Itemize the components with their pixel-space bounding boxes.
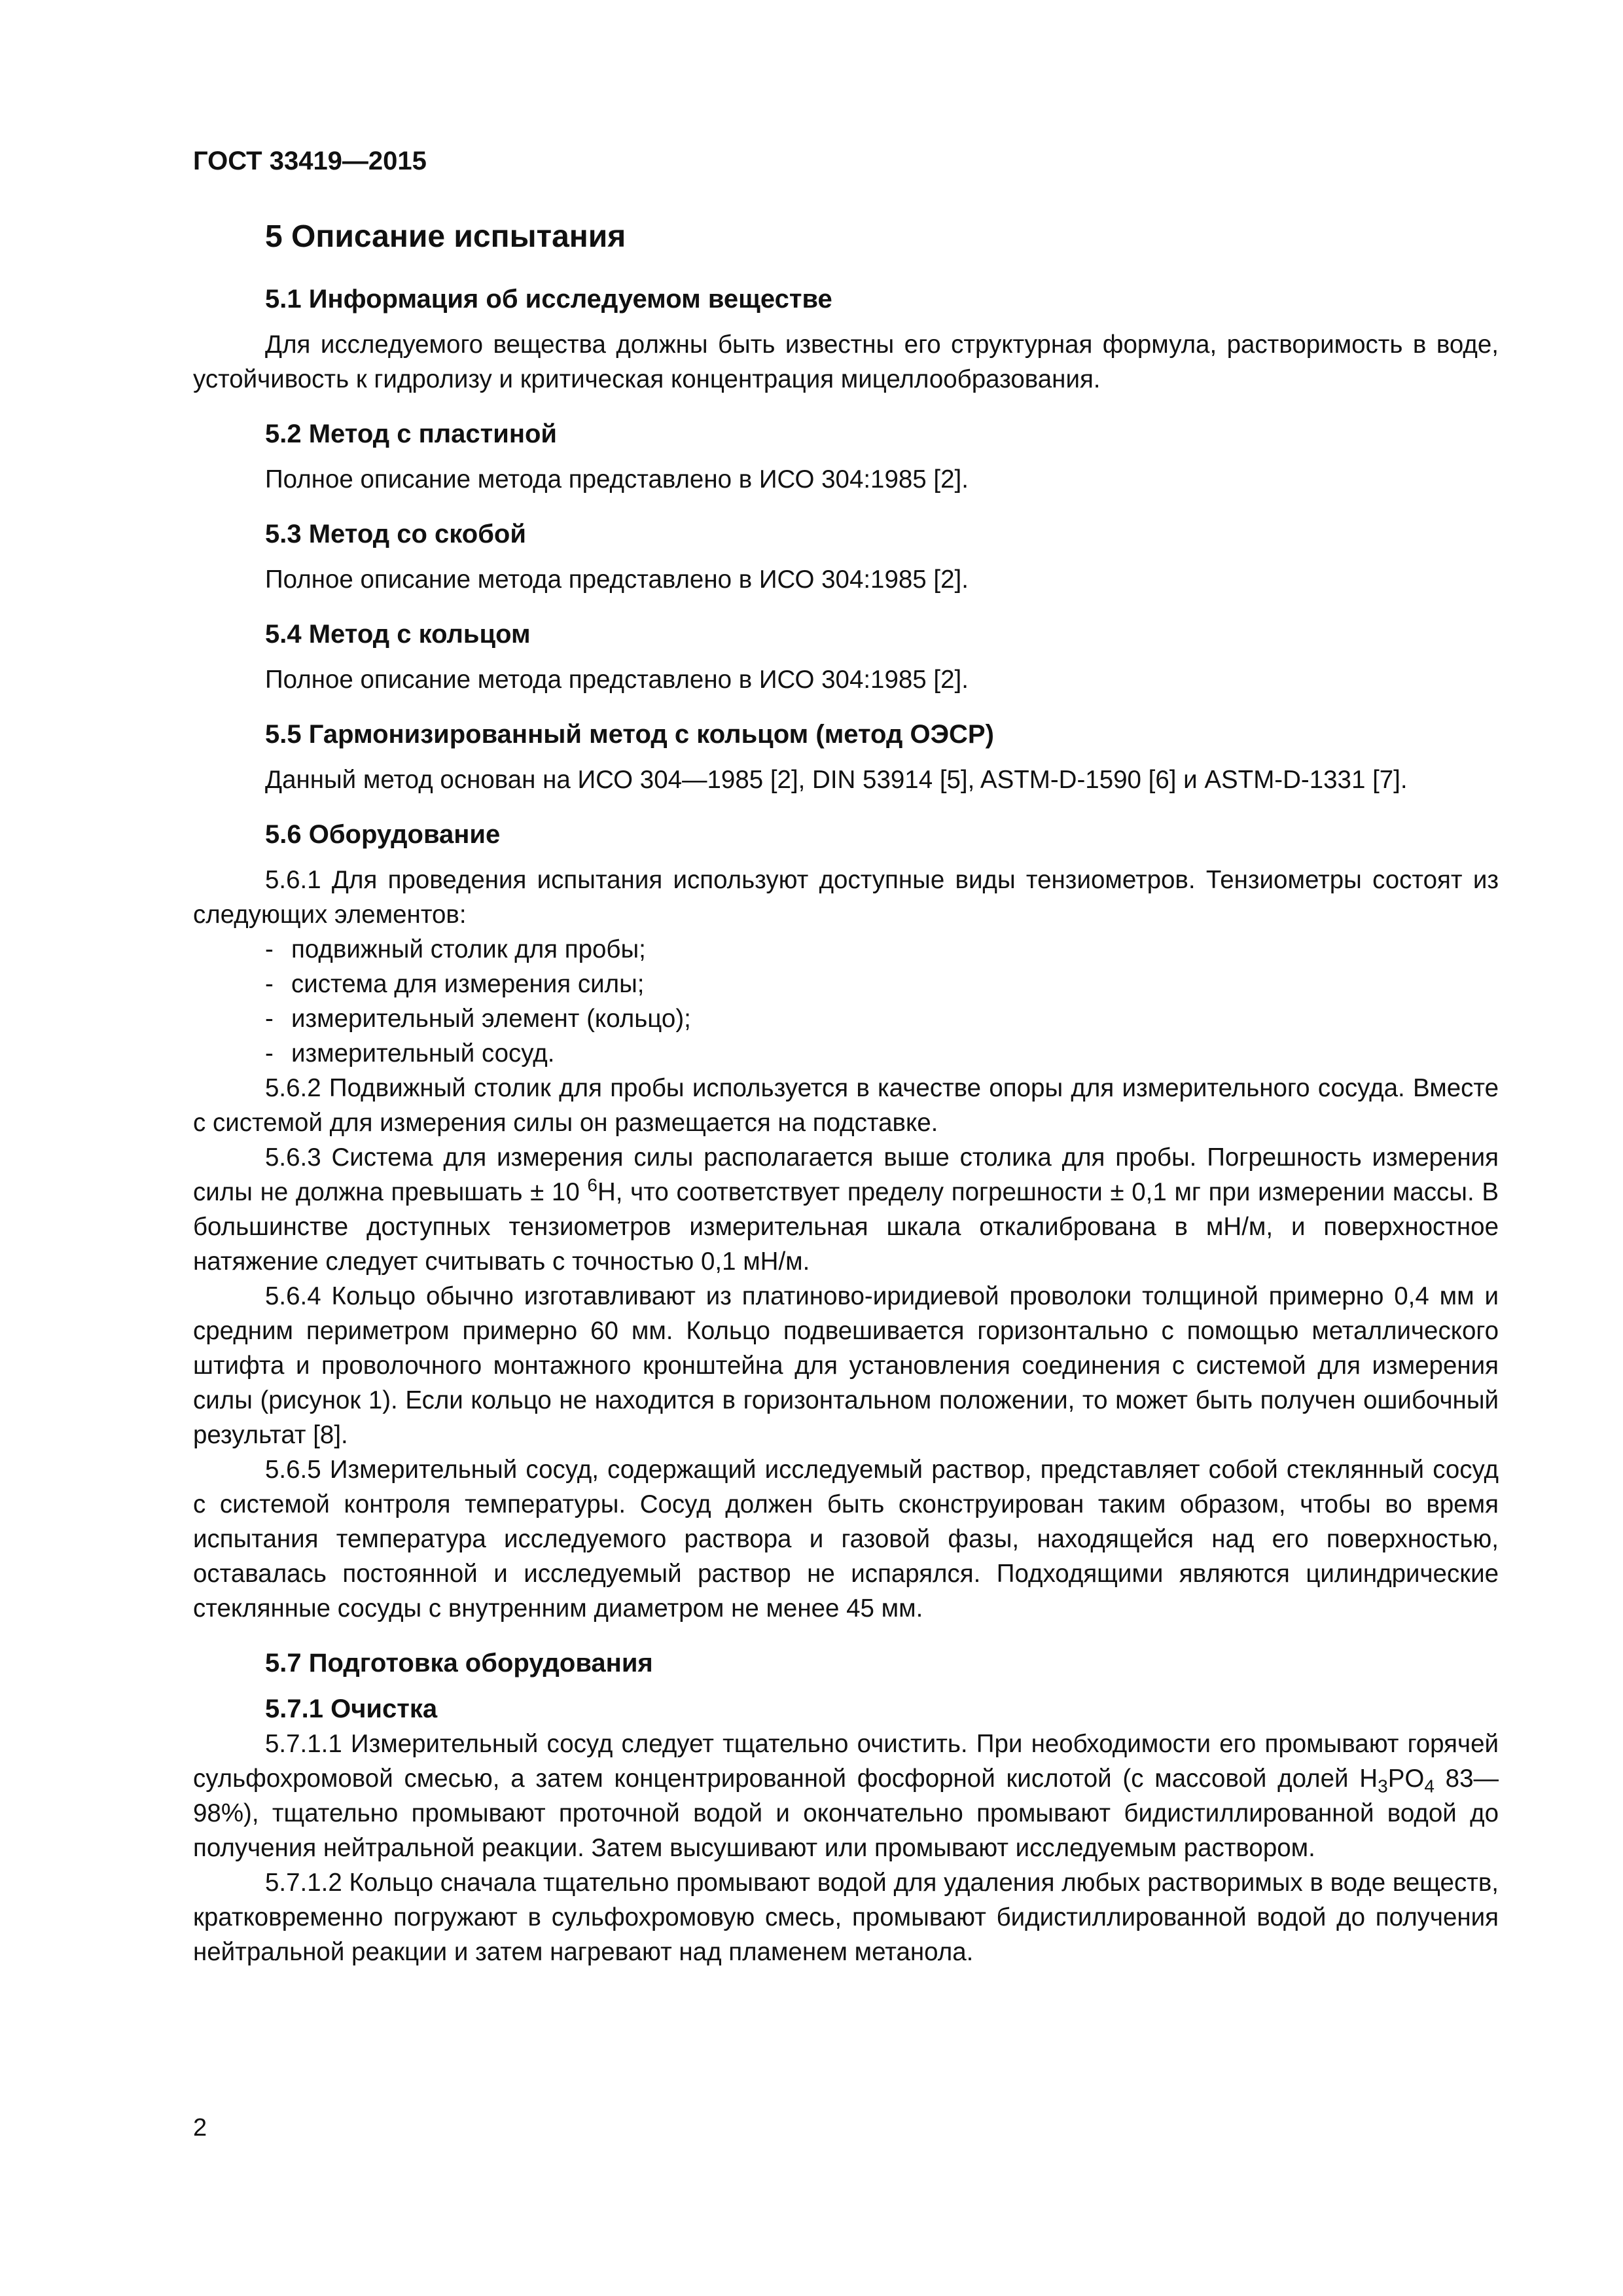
list-dash: - bbox=[265, 935, 274, 963]
list-dash: - bbox=[265, 970, 274, 998]
subscript: 4 bbox=[1424, 1776, 1435, 1797]
list-item: - система для измерения силы; bbox=[193, 967, 1499, 1001]
page-content bbox=[193, 216, 1499, 1969]
superscript: 6 bbox=[587, 1175, 597, 1196]
section-5-2-title: 5.2 Метод с пластиной bbox=[265, 420, 558, 448]
list-item: - измерительный сосуд. bbox=[193, 1036, 1499, 1071]
paragraph-5-7-1-1: 5.7.1.1 Измерительный сосуд следует тщательно очистить. При необходимости его промывают горячей сульфохромовой смесью, а затем концентрированной фосфорной кислотой (с массовой долей $H_3PO_4$ 83—98%), тщательно промывают проточной водой и окончательно промывают бидистиллированной водой до получения нейтральной реакции. Затем высушивают или промывают исследуемым раствором. bbox=[193, 1730, 1499, 1862]
section-5-3-text: Полное описание метода представлено в ИСО 304:1985 [2]. bbox=[265, 565, 969, 594]
section-5-5-title: 5.5 Гармонизированный метод с кольцом (метод ОЭСР) bbox=[265, 720, 994, 749]
paragraph-5-6-5: 5.6.5 Измерительный сосуд, содержащий исследуемый раствор, представляет собой стеклянный сосуд с системой контроля температуры. Сосуд должен быть сконструирован таким образом, чтобы во время испытания температура исследуемого раствора и газовой фазы, находящейся над его поверхностью, оставалась постоянной и исследуемый раствор не испарялся. Подходящими являются цилиндрические стеклянные сосуды с внутренним диаметром не менее 45 мм. bbox=[193, 1456, 1499, 1623]
paragraph-5-6-2: 5.6.2 Подвижный столик для пробы используется в качестве опоры для измерительного сосуда. Вместе с системой для измерения силы он размещается на подставке. bbox=[193, 1074, 1499, 1137]
section-5-title: 5 Описание испытания bbox=[265, 219, 626, 254]
page-number: 2 bbox=[193, 2114, 207, 2142]
paragraph-5-6-4: 5.6.4 Кольцо обычно изготавливают из платиново-иридиевой проволоки толщиной примерно 0,4 мм и средним периметром примерно 60 мм. Кольцо подвешивается горизонтально с помощью металлического штифта и проволочного монтажного кронштейна для установления соединения с системой для измерения силы (рисунок 1). Если кольцо не находится в горизонтальном положении, то может быть получен ошибочный результат [8]. bbox=[193, 1282, 1499, 1449]
section-5-4-text: Полное описание метода представлено в ИСО 304:1985 [2]. bbox=[265, 666, 969, 694]
paragraph-5-6-1: 5.6.1 Для проведения испытания используют доступные виды тензиометров. Тензиометры состоят из следующих элементов: bbox=[193, 866, 1499, 929]
section-5-1-title: 5.1 Информация об исследуемом веществе bbox=[265, 285, 832, 314]
list-item: - подвижный столик для пробы; bbox=[193, 932, 1499, 967]
section-5-1-text: Для исследуемого вещества должны быть известны его структурная формула, растворимость в воде, устойчивость к гидролизу и критическая концентрация мицеллообразования. bbox=[193, 331, 1499, 393]
section-5-2-text: Полное описание метода представлено в ИСО 304:1985 [2]. bbox=[265, 465, 969, 493]
paragraph-5-6-3: 5.6.3 Система для измерения силы располагается выше столика для пробы. Погрешность измерения силы не должна превышать ± 10 $^6$Н, что соответствует пределу погрешности ± 0,1 мг при измерении массы. В большинстве доступных тензиометров измерительная шкала откалибрована в мН/м, и поверхностное натяжение следует считывать с точностью 0,1 мН/м. bbox=[193, 1143, 1499, 1276]
section-5-7-1-title: 5.7.1 Очистка bbox=[265, 1695, 438, 1723]
list-item: - измерительный элемент (кольцо); bbox=[193, 1001, 1499, 1036]
section-5-6-title: 5.6 Оборудование bbox=[265, 820, 501, 849]
subscript: 3 bbox=[1378, 1776, 1388, 1797]
list-dash: - bbox=[265, 1005, 274, 1033]
section-5-3-title: 5.3 Метод со скобой bbox=[265, 520, 526, 548]
document-number-header: ГОСТ 33419—2015 bbox=[193, 147, 427, 175]
equipment-list bbox=[193, 932, 1499, 1071]
section-5-7-title: 5.7 Подготовка оборудования bbox=[265, 1649, 653, 1677]
section-5-5-text: Данный метод основан на ИСО 304—1985 [2], DIN 53914 [5], ASTM-D-1590 [6] и ASTM-D-1331 [7]. bbox=[265, 766, 1408, 794]
paragraph-5-7-1-2: 5.7.1.2 Кольцо сначала тщательно промывают водой для удаления любых растворимых в воде веществ, кратковременно погружают в сульфохромовую смесь, промывают бидистиллированной водой до получения нейтральной реакции и затем нагревают над пламенем метанола. bbox=[193, 1869, 1499, 1966]
list-dash: - bbox=[265, 1039, 274, 1067]
section-5-4-title: 5.4 Метод с кольцом bbox=[265, 620, 531, 649]
